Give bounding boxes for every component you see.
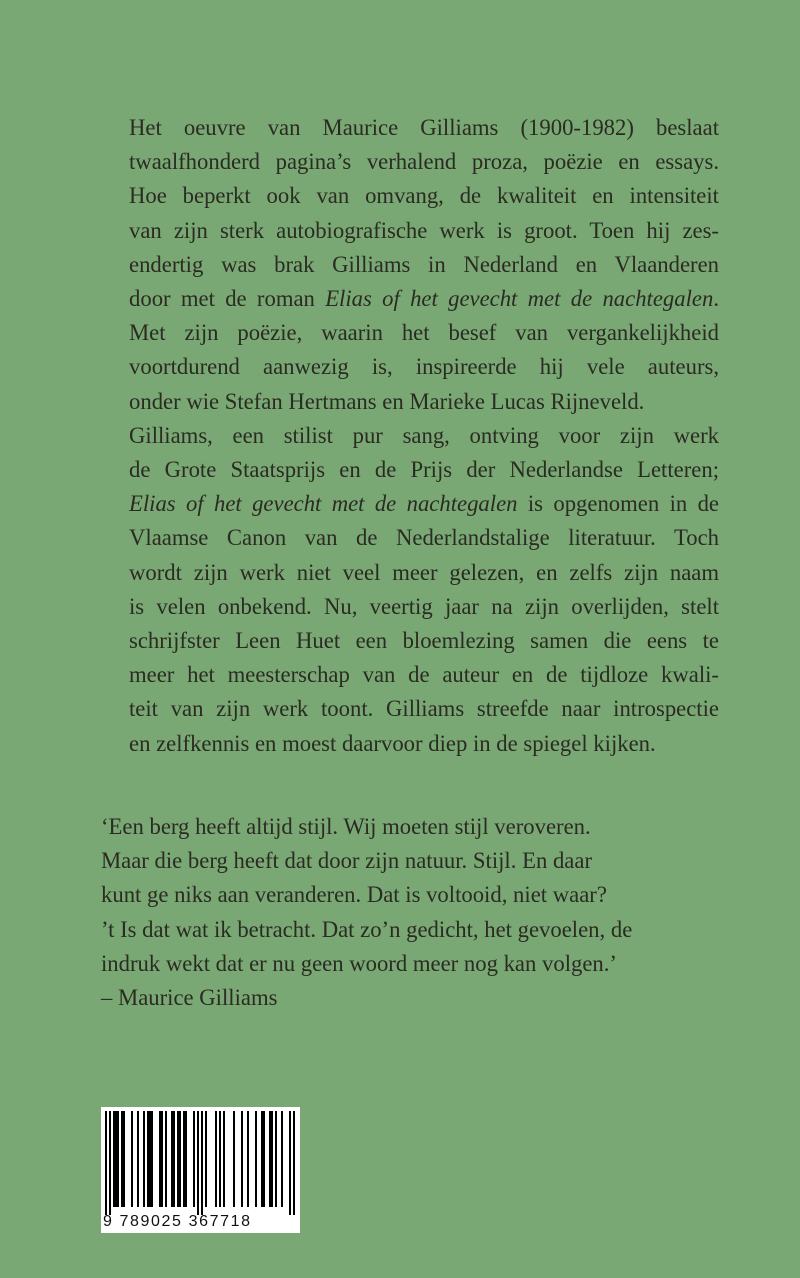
blurb-line: endertig was brak Gilliams in Nederland en Vlaanderen bbox=[129, 251, 719, 277]
barcode-bar bbox=[271, 1111, 273, 1207]
barcode-bar bbox=[113, 1111, 115, 1207]
barcode-bar bbox=[261, 1111, 263, 1207]
barcode-bar bbox=[123, 1111, 125, 1207]
barcode-bar bbox=[247, 1111, 249, 1207]
barcode-bar bbox=[201, 1111, 203, 1215]
blurb-line: teit van zijn werk toont. Gilliams streefde naar introspectie bbox=[129, 696, 719, 722]
barcode-bar bbox=[241, 1111, 243, 1207]
blurb-line: en zelfkennis en moest daarvoor diep in de spiegel kijken. bbox=[129, 730, 656, 756]
barcode-bar bbox=[177, 1111, 179, 1207]
barcode-bar bbox=[293, 1111, 295, 1215]
barcode-bar bbox=[223, 1111, 225, 1207]
blurb-line: Vlaamse Canon van de Nederlandstalige literatuur. Toch bbox=[129, 525, 719, 551]
blurb-line: is velen onbekend. Nu, veertig jaar na zijn overlijden, stelt bbox=[129, 593, 719, 619]
blurb-line: voortdurend aanwezig is, inspireerde hij vele auteurs, bbox=[129, 354, 719, 380]
barcode-bars bbox=[101, 1107, 300, 1215]
barcode-bar bbox=[149, 1111, 151, 1207]
blurb-paragraph-2 bbox=[129, 419, 719, 761]
barcode-bar bbox=[205, 1111, 207, 1207]
barcode-bar bbox=[281, 1111, 283, 1207]
barcode-bar bbox=[289, 1111, 291, 1215]
barcode-bar bbox=[131, 1111, 133, 1207]
blurb-line: twaalfhonderd pagina’s verhalend proza, poëzie en essays. bbox=[129, 149, 719, 175]
barcode-bar bbox=[233, 1111, 235, 1207]
barcode-bar bbox=[269, 1111, 271, 1207]
barcode-bar bbox=[171, 1111, 173, 1207]
barcode-bar bbox=[161, 1111, 163, 1207]
barcode-bar bbox=[117, 1111, 119, 1207]
blurb-line-text: is opgenomen in de bbox=[517, 491, 719, 517]
quote-line: Maar die berg heeft dat door zijn natuur. Stijl. En daar bbox=[101, 848, 592, 874]
blurb-line bbox=[129, 419, 719, 453]
barcode-bar bbox=[185, 1111, 187, 1207]
blurb-line-text: . bbox=[713, 286, 719, 312]
barcode-bar bbox=[147, 1111, 149, 1207]
barcode-bar bbox=[109, 1111, 111, 1215]
barcode-bar bbox=[183, 1111, 185, 1207]
blurb-line bbox=[129, 487, 719, 521]
blurb-line: van zijn sterk autobiografische werk is groot. Toen hij zes- bbox=[129, 217, 719, 243]
barcode-bar bbox=[193, 1111, 195, 1207]
blurb-line: wordt zijn werk niet veel meer gelezen, en zelfs zijn naam bbox=[129, 559, 719, 585]
barcode-bar bbox=[255, 1111, 257, 1207]
quote-line: indruk wekt dat er nu geen woord meer nog kan volgen.’ bbox=[101, 950, 617, 976]
barcode-bar bbox=[151, 1111, 153, 1207]
blurb-line-text: Gilliams, een stilist pur sang, ontving voor zijn werk bbox=[129, 422, 719, 448]
quote-attribution: – Maurice Gilliams bbox=[101, 985, 278, 1011]
barcode-bar bbox=[263, 1111, 265, 1207]
barcode-bar bbox=[219, 1111, 221, 1207]
blurb-line-text: door met de roman bbox=[129, 286, 326, 312]
blurb-paragraph-1 bbox=[129, 111, 719, 419]
author-quote bbox=[101, 810, 681, 1015]
blurb-line: Het oeuvre van Maurice Gilliams (1900-1982) beslaat bbox=[129, 115, 719, 140]
blurb-line: Hoe beperkt ook van omvang, de kwaliteit en intensiteit bbox=[129, 183, 719, 209]
barcode-bar bbox=[173, 1111, 175, 1207]
barcode-bar bbox=[165, 1111, 167, 1207]
blurb-line: onder wie Stefan Hertmans en Marieke Lucas Rijneveld. bbox=[129, 388, 645, 414]
book-title: Elias of het gevecht met de nachtegalen bbox=[129, 491, 518, 517]
blurb-line: schrijfster Leen Huet een bloemlezing samen die eens te bbox=[129, 628, 719, 654]
barcode-bar bbox=[105, 1111, 107, 1215]
barcode-bar bbox=[137, 1111, 139, 1207]
back-cover-blurb bbox=[129, 111, 719, 761]
blurb-line: de Grote Staatsprijs en de Prijs der Nederlandse Letteren; bbox=[129, 457, 719, 483]
isbn-barcode bbox=[101, 1107, 300, 1233]
barcode-bar bbox=[215, 1111, 217, 1207]
barcode-bar bbox=[121, 1111, 123, 1207]
barcode-bar bbox=[179, 1111, 181, 1207]
book-title: Elias of het gevecht met de nachtegalen bbox=[325, 286, 714, 312]
isbn-number: 9 789025 367718 bbox=[103, 1213, 252, 1230]
barcode-bar bbox=[143, 1111, 145, 1207]
quote-line: ’t Is dat wat ik betracht. Dat zo’n gedicht, het gevoelen, de bbox=[101, 916, 633, 942]
quote-line: ‘Een berg heeft altijd stijl. Wij moeten stijl veroveren. bbox=[101, 814, 591, 839]
barcode-bar bbox=[115, 1111, 117, 1207]
blurb-line: meer het meesterschap van de auteur en de tijdloze kwali- bbox=[129, 662, 719, 688]
barcode-bar bbox=[159, 1111, 161, 1207]
quote-line: kunt ge niks aan veranderen. Dat is voltooid, niet waar? bbox=[101, 882, 607, 908]
blurb-line bbox=[129, 282, 719, 316]
barcode-bar bbox=[275, 1111, 277, 1207]
barcode-bar bbox=[197, 1111, 199, 1215]
blurb-line: Met zijn poëzie, waarin het besef van vergankelijkheid bbox=[129, 320, 719, 346]
